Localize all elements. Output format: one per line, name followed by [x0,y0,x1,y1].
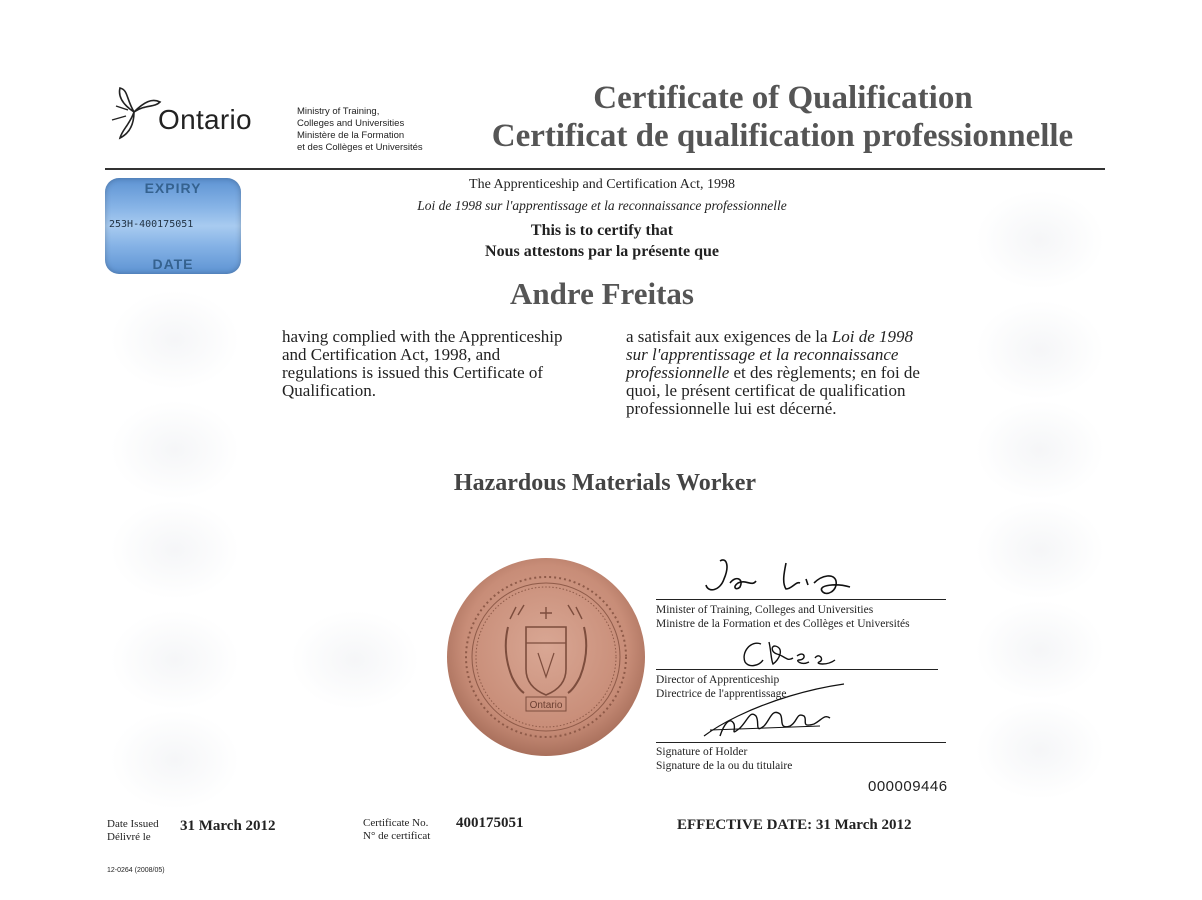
expiry-date-sticker: EXPIRY 253H-400175051 DATE [105,178,241,274]
watermark [975,600,1105,700]
signature-line [656,742,946,743]
trade-name: Hazardous Materials Worker [453,470,757,496]
watermark [975,190,1105,290]
act-english: The Apprenticeship and Certification Act, 1998 [469,177,735,192]
body-text-french: a satisfait aux exigences de la Loi de 1998 sur l'apprentissage et la reconnaissance professionnelle et des règlements; en foi de quoi, le présent certificat de qualification professionnelle lui est décerné. [626,327,920,418]
watermark [110,710,240,810]
watermark [110,400,240,500]
signature-line [656,599,946,600]
effective-date: EFFECTIVE DATE: 31 March 2012 [677,817,912,833]
sticker-number: 253H-400175051 [109,219,194,230]
trillium-logo-icon [106,84,162,140]
certificate-number-label: Certificate No. N° de certificat [363,817,431,842]
signature-line [656,669,938,670]
watermark [975,700,1105,800]
date-issued-label: Date Issued Délivré le [107,818,159,843]
holder-signature [700,680,850,742]
ontario-wordmark: Ontario [158,104,252,135]
watermark [110,500,240,600]
watermark [110,290,240,390]
watermark [975,300,1105,400]
serial-number: 000009446 [868,778,948,795]
header-divider [105,168,1105,170]
title-french: Certificat de qualification professionnelle [491,118,1074,154]
director-signature [735,636,845,670]
watermark [975,400,1105,500]
certify-english: This is to certify that [530,222,674,239]
seal-label: Ontario [529,700,563,711]
title-english: Certificate of Qualification [593,80,973,116]
ministry-name: Ministry of Training, Colleges and Universities Ministère de la Formation et des Collèges et Universités [297,106,423,153]
watermark [290,610,420,710]
form-code: 12-0264 (2008/05) [107,867,165,874]
certify-french: Nous attestons par la présente que [485,243,719,260]
minister-caption: Minister of Training, Colleges and Universities Ministre de la Formation et des Collèges et Universités [656,604,910,630]
certificate-number-value: 400175051 [456,815,524,831]
holder-caption: Signature of Holder Signature de la ou du titulaire [656,746,793,772]
watermark [110,610,240,710]
watermark [975,500,1105,600]
date-issued-value: 31 March 2012 [180,818,276,834]
director-caption: Director of Apprenticeship Directrice de l'apprentissage [656,674,787,700]
minister-signature [700,553,870,601]
body-text-english: having complied with the Apprenticeship and Certification Act, 1998, and regulations is issued this Certificate of Qualification. [282,327,563,400]
holder-name: Andre Freitas [510,276,694,311]
act-french: Loi de 1998 sur l'apprentissage et la reconnaissance professionnelle [417,198,787,213]
ontario-seal [446,557,646,757]
